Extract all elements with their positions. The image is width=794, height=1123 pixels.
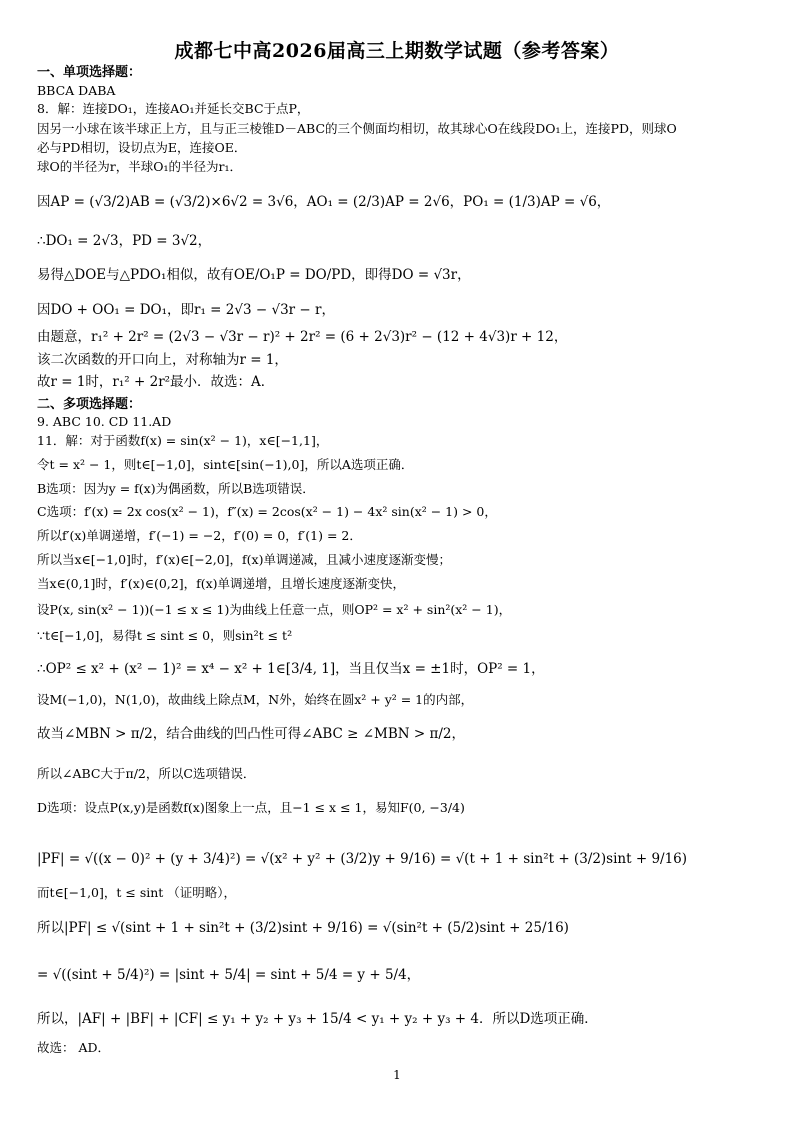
solution-line: 所以当x∈[−1,0]时，f′(x)∈[−2,0]，f(x)单调递减，且减小速度逐渐变慢；: [37, 552, 451, 567]
solution-formula: |PF| = √((x − 0)² + (y + 3/4)²) = √(x² + y² + (3/2)y + 9/16) = √(t + 1 + sin²t + (3/2)sint + 9/16): [37, 851, 688, 867]
answer-key-multiple: 9. ABC 10. CD 11.AD: [37, 414, 172, 429]
solution-line: ∵t∈[−1,0]，易得t ≤ sint ≤ 0，则sin²t ≤ t²: [37, 628, 293, 643]
section-multiple-choice: 二、多项选择题：: [37, 397, 142, 412]
solution-formula: 因AP = (√3/2)AB = (√3/2)×6√2 = 3√6，AO₁ = (2/3)AP = 2√6，PO₁ = (1/3)AP = √6，: [37, 194, 611, 210]
solution-line: 11．解：对于函数f(x) = sin(x² − 1)，x∈[−1,1]，: [37, 433, 329, 448]
solution-formula: 该二次函数的开口向上，对称轴为r = 1，: [37, 352, 288, 368]
solution-line: 所以f′(x)单调递增，f′(−1) = −2，f′(0) = 0，f′(1) = 2．: [37, 528, 362, 543]
answer-key-single: BBCA DABA: [37, 83, 116, 98]
solution-line: 必与PD相切，设切点为E，连接OE．: [37, 140, 247, 155]
solution-formula: 故r = 1时，r₁² + 2r²最小．故选：A．: [37, 374, 275, 390]
section-single-choice: 一、单项选择题：: [37, 65, 142, 80]
solution-formula: 由题意，r₁² + 2r² = (2√3 − √3r − r)² + 2r² = (6 + 2√3)r² − (12 + 4√3)r + 12，: [37, 329, 568, 345]
solution-line: 当x∈(0,1]时，f′(x)∈(0,2]，f(x)单调递增，且增长速度逐渐变快，: [37, 576, 406, 591]
solution-line: 8．解：连接DO₁，连接AO₁并延长交BC于点P，: [37, 101, 310, 116]
page-number: 1: [393, 1068, 401, 1082]
solution-line: D选项：设点P(x,y)是函数f(x)图象上一点，且−1 ≤ x ≤ 1，易知F(0, −3/4): [37, 800, 465, 815]
solution-formula: 故当∠MBN > π/2，结合曲线的凹凸性可得∠ABC ≥ ∠MBN > π/2，: [37, 726, 465, 742]
solution-line: 设M(−1,0)，N(1,0)，故曲线上除点M，N外，始终在圆x² + y² = 1的内部，: [37, 692, 474, 707]
solution-formula: 易得△DOE与△PDO₁相似，故有OE/O₁P = DO/PD，即得DO = √3r，: [37, 267, 471, 283]
solution-formula: ∴OP² ≤ x² + (x² − 1)² = x⁴ − x² + 1∈[3/4, 1]，当且仅当x = ±1时，OP² = 1，: [37, 661, 545, 677]
solution-line: C选项：f′(x) = 2x cos(x² − 1)，f″(x) = 2cos(x² − 1) − 4x² sin(x² − 1) > 0，: [37, 504, 497, 519]
solution-line: B选项：因为y = f(x)为偶函数，所以B选项错误．: [37, 481, 315, 496]
solution-formula: 因DO + OO₁ = DO₁，即r₁ = 2√3 − √3r − r，: [37, 302, 335, 318]
solution-formula: = √((sint + 5/4)²) = |sint + 5/4| = sint + 5/4 = y + 5/4，: [37, 967, 421, 983]
solution-line: 球O的半径为r，半球O₁的半径为r₁．: [37, 159, 242, 174]
solution-formula: 所以，|AF| + |BF| + |CF| ≤ y₁ + y₂ + y₃ + 15/4 < y₁ + y₂ + y₃ + 4．所以D选项正确．: [37, 1011, 598, 1027]
solution-line: 而t∈[−1,0]，t ≤ sint （证明略），: [37, 885, 237, 900]
solution-line: 设P(x, sin(x² − 1))(−1 ≤ x ≤ 1)为曲线上任意一点，则OP² = x² + sin²(x² − 1)，: [37, 602, 512, 617]
final-answer: 故选： AD．: [37, 1040, 111, 1055]
document-title: 成都七中高2026届高三上期数学试题（参考答案）: [174, 40, 620, 62]
solution-line: 因另一小球在该半球正上方，且与正三棱锥D－ABC的三个侧面均相切，故其球心O在线段DO₁上，连接PD，则球O: [37, 121, 677, 136]
solution-formula: ∴DO₁ = 2√3，PD = 3√2，: [37, 233, 212, 249]
solution-formula: 所以|PF| ≤ √(sint + 1 + sin²t + (3/2)sint + 9/16) = √(sin²t + (5/2)sint + 25/16): [37, 920, 569, 936]
solution-line: 令t = x² − 1，则t∈[−1,0]，sint∈[sin(−1),0]，所以A选项正确．: [37, 457, 414, 472]
solution-line: 所以∠ABC大于π/2，所以C选项错误．: [37, 766, 256, 781]
